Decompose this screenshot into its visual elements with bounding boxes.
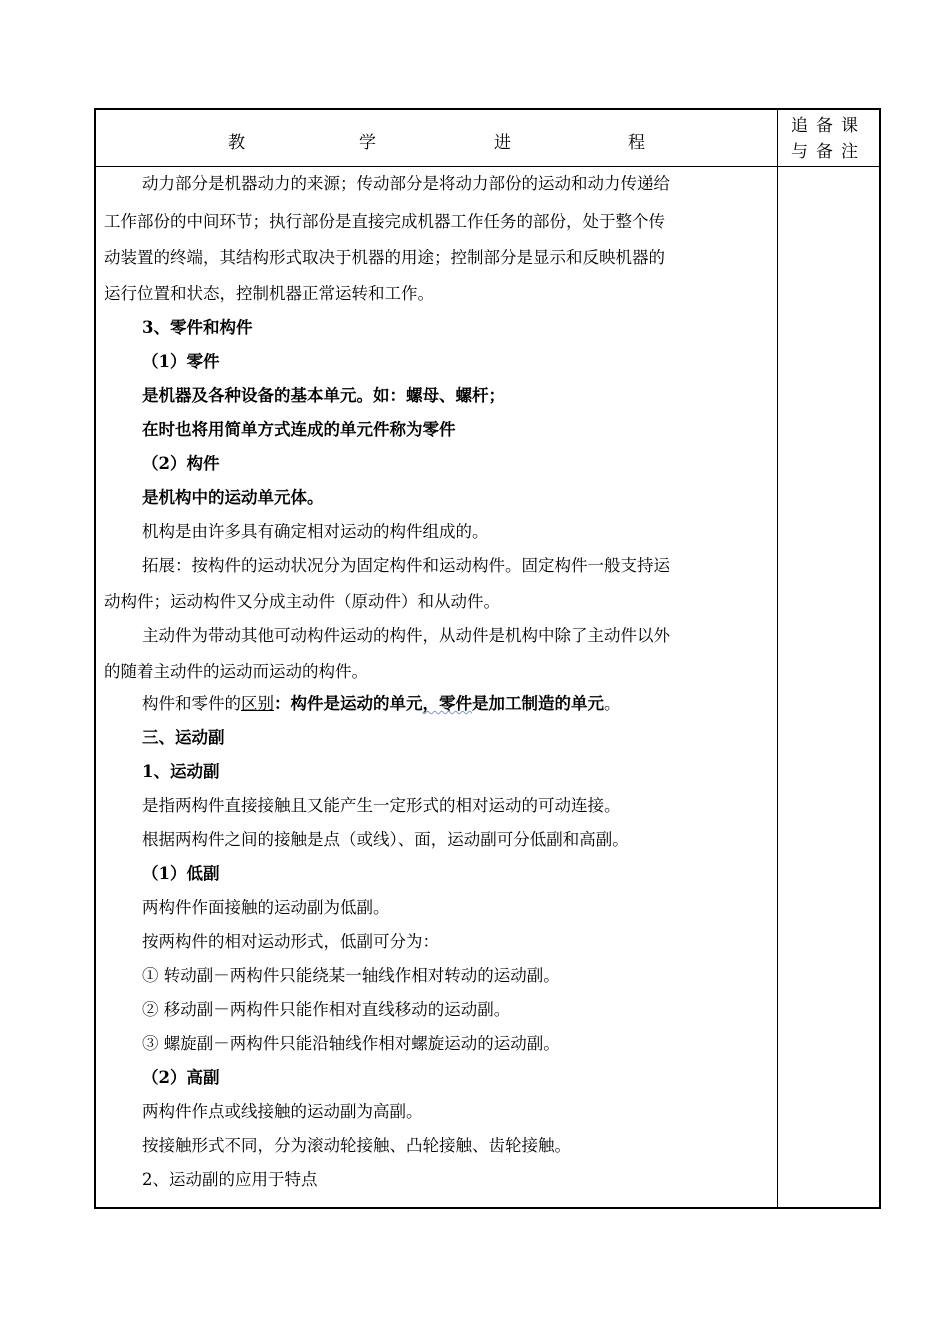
section-heading: 三、运动副 bbox=[142, 728, 225, 747]
paragraph-line: 是机构中的运动单元体。 bbox=[142, 488, 324, 507]
paragraph-line: 两构件作点或线接触的运动副为高副。 bbox=[142, 1102, 423, 1121]
paragraph-line: 拓展：按构件的运动状况分为固定构件和运动构件。固定构件一般支持运 bbox=[142, 556, 670, 575]
paragraph-line: 运行位置和状态，控制机器正常运转和工作。 bbox=[104, 284, 434, 303]
paragraph-line: 是机器及各种设备的基本单元。如：螺母、螺杆； bbox=[142, 386, 505, 405]
header-teaching-process bbox=[96, 110, 777, 166]
header-char: 程 bbox=[628, 133, 645, 153]
paragraph-line: 的随着主动件的运动而运动的构件。 bbox=[104, 662, 368, 681]
paragraph-line: 按接触形式不同，分为滚动轮接触、凸轮接触、齿轮接触。 bbox=[142, 1136, 571, 1155]
section-heading: 1、运动副 bbox=[142, 762, 220, 781]
header-char: 教 bbox=[228, 133, 245, 153]
column-divider bbox=[777, 110, 778, 1207]
wavy-underlined-span: ，零件 bbox=[422, 694, 472, 713]
difference-line bbox=[142, 690, 621, 714]
paragraph-line: 动装置的终端，其结构形式取决于机器的用途；控制部分是显示和反映机器的 bbox=[104, 248, 665, 267]
paragraph-line: 工作部份的中间环节；执行部份是直接完成机器工作任务的部份，处于整个传 bbox=[104, 212, 665, 231]
table-header-row bbox=[96, 110, 879, 167]
paragraph-line: 在时也将用简单方式连成的单元件称为零件 bbox=[142, 420, 456, 439]
paragraph-line: 是指两构件直接接触且又能产生一定形式的相对运动的可动连接。 bbox=[142, 796, 621, 815]
text-span: 。 bbox=[604, 694, 621, 713]
header-char: 进 bbox=[494, 133, 511, 153]
paragraph-line: 主动件为带动其他可动构件运动的构件，从动件是机构中除了主动件以外 bbox=[142, 626, 670, 645]
paragraph-line: 两构件作面接触的运动副为低副。 bbox=[142, 898, 390, 917]
sub-heading: （2）构件 bbox=[142, 454, 220, 473]
bold-span: 是加工制造的单元 bbox=[472, 694, 604, 713]
bold-span: ：构件是运动的单元 bbox=[274, 694, 423, 713]
paragraph-line: 按两构件的相对运动形式，低副可分为： bbox=[142, 932, 439, 951]
underlined-term: 区别 bbox=[241, 694, 274, 713]
section-heading: 3、零件和构件 bbox=[142, 318, 253, 337]
header-notes bbox=[778, 110, 879, 166]
paragraph-line: 根据两构件之间的接触是点（或线）、面，运动副可分低副和高副。 bbox=[142, 830, 629, 849]
list-item: ② 移动副－两构件只能作相对直线移动的运动副。 bbox=[142, 1000, 511, 1019]
header-notes-line2: 与备注 bbox=[791, 142, 866, 162]
list-item: ① 转动副－两构件只能绕某一轴线作相对转动的运动副。 bbox=[142, 966, 560, 985]
sub-heading: （2）高副 bbox=[142, 1068, 220, 1087]
section-heading: 2、运动副的应用于特点 bbox=[142, 1170, 318, 1189]
paragraph-line: 机构是由许多具有确定相对运动的构件组成的。 bbox=[142, 522, 489, 541]
text-span: 构件和零件的 bbox=[142, 694, 241, 713]
header-char: 学 bbox=[359, 133, 376, 153]
header-notes-line1: 追备课 bbox=[791, 116, 866, 136]
sub-heading: （1）低副 bbox=[142, 864, 220, 883]
paragraph-line: 动力部分是机器动力的来源；传动部分是将动力部份的运动和动力传递给 bbox=[142, 174, 670, 193]
sub-heading: （1）零件 bbox=[142, 352, 220, 371]
paragraph-line: 动构件；运动构件又分成主动件（原动件）和从动件。 bbox=[104, 592, 500, 611]
list-item: ③ 螺旋副－两构件只能沿轴线作相对螺旋运动的运动副。 bbox=[142, 1034, 560, 1053]
